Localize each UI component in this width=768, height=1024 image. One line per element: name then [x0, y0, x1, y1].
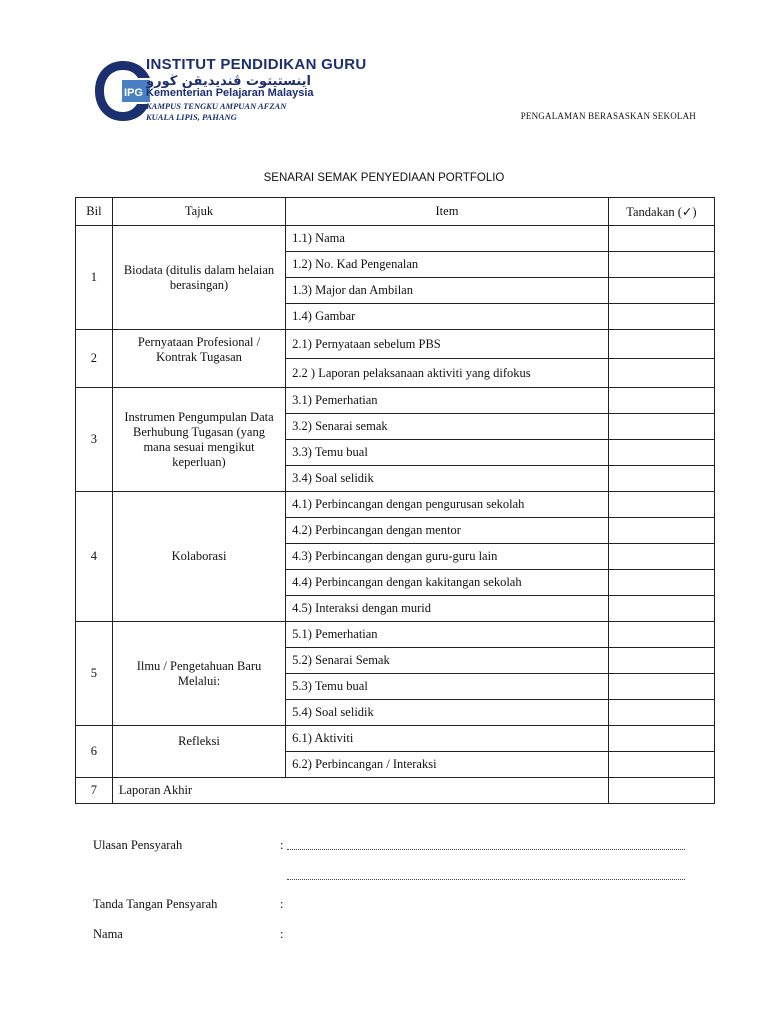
table-row	[76, 226, 715, 252]
name-label: Nama	[93, 927, 123, 941]
tick-cell[interactable]	[608, 359, 714, 388]
tick-cell[interactable]	[608, 570, 714, 596]
institute-name: INSTITUT PENDIDIKAN GURU	[146, 56, 367, 73]
item-cell: 3.4) Soal selidik	[286, 466, 609, 492]
tick-cell[interactable]	[608, 778, 714, 804]
item-cell: 5.2) Senarai Semak	[286, 648, 609, 674]
tick-cell[interactable]	[608, 226, 714, 252]
header-tajuk: Tajuk	[112, 198, 285, 226]
tick-cell[interactable]	[608, 700, 714, 726]
item-cell: 4.3) Perbincangan dengan guru-guru lain	[286, 544, 609, 570]
name-colon: :	[280, 927, 284, 941]
item-cell: 1.3) Major dan Ambilan	[286, 278, 609, 304]
signature-colon: :	[280, 897, 284, 911]
item-cell: 1.2) No. Kad Pengenalan	[286, 252, 609, 278]
item-cell: 2.1) Pernyataan sebelum PBS	[286, 330, 609, 359]
row-number: 4	[76, 492, 113, 622]
comment-label: Ulasan Pensyarah	[93, 838, 183, 852]
item-cell: 5.4) Soal selidik	[286, 700, 609, 726]
row-topic: Ilmu / Pengetahuan Baru Melalui:	[112, 622, 285, 726]
row-number: 1	[76, 226, 113, 330]
item-cell: 4.1) Perbincangan dengan pengurusan sekolah	[286, 492, 609, 518]
comment-line-1[interactable]	[287, 848, 685, 850]
tick-cell[interactable]	[608, 596, 714, 622]
item-cell: 4.2) Perbincangan dengan mentor	[286, 518, 609, 544]
tick-cell[interactable]	[608, 648, 714, 674]
signature-label: Tanda Tangan Pensyarah	[93, 897, 218, 911]
tick-cell[interactable]	[608, 388, 714, 414]
ministry-name: Kementerian Pelajaran Malaysia	[146, 87, 314, 99]
page-title: SENARAI SEMAK PENYEDIAAN PORTFOLIO	[263, 172, 505, 184]
row-topic: Laporan Akhir	[112, 778, 608, 804]
item-cell: 4.5) Interaksi dengan murid	[286, 596, 609, 622]
row-topic: Biodata (ditulis dalam helaian berasingan)	[112, 226, 285, 330]
row-topic: Instrumen Pengumpulan Data Berhubung Tugasan (yang mana sesuai mengikut keperluan)	[112, 388, 285, 492]
tick-cell[interactable]	[608, 726, 714, 752]
row-number: 6	[76, 726, 113, 778]
campus-name: KAMPUS TENGKU AMPUAN AFZAN	[146, 101, 287, 111]
tick-cell[interactable]	[608, 544, 714, 570]
tick-cell[interactable]	[608, 330, 714, 359]
ipg-emblem-icon	[92, 58, 154, 124]
row-topic: Pernyataan Profesional / Kontrak Tugasan	[112, 330, 285, 388]
table-row	[76, 726, 715, 752]
tick-cell[interactable]	[608, 304, 714, 330]
tick-cell[interactable]	[608, 414, 714, 440]
table-row	[76, 492, 715, 518]
row-topic: Kolaborasi	[112, 492, 285, 622]
comment-line-2[interactable]	[287, 878, 685, 880]
tick-cell[interactable]	[608, 622, 714, 648]
item-cell: 5.1) Pemerhatian	[286, 622, 609, 648]
document-subject: PENGALAMAN BERASASKAN SEKOLAH	[520, 111, 696, 121]
item-cell: 3.2) Senarai semak	[286, 414, 609, 440]
item-cell: 1.1) Nama	[286, 226, 609, 252]
tick-cell[interactable]	[608, 752, 714, 778]
header-item: Item	[286, 198, 609, 226]
checklist-table	[75, 197, 715, 804]
row-number: 3	[76, 388, 113, 492]
item-cell: 6.2) Perbincangan / Interaksi	[286, 752, 609, 778]
table-row	[76, 622, 715, 648]
campus-location: KUALA LIPIS, PAHANG	[146, 112, 237, 122]
table-header-row	[76, 198, 715, 226]
tick-cell[interactable]	[608, 492, 714, 518]
tick-cell[interactable]	[608, 674, 714, 700]
table-row	[76, 330, 715, 359]
row-topic: Refleksi	[112, 726, 285, 778]
comment-colon: :	[280, 838, 284, 852]
item-cell: 1.4) Gambar	[286, 304, 609, 330]
tick-cell[interactable]	[608, 252, 714, 278]
institute-logo	[92, 58, 382, 124]
item-cell: 6.1) Aktiviti	[286, 726, 609, 752]
row-number: 2	[76, 330, 113, 388]
tick-cell[interactable]	[608, 440, 714, 466]
jawi-script-line	[146, 71, 370, 88]
item-cell: 3.1) Pemerhatian	[286, 388, 609, 414]
row-number: 5	[76, 622, 113, 726]
table-row	[76, 388, 715, 414]
svg-text:اينستيتوت ڤنديديقن ڬورو: اينستيتوت ڤنديديقن ڬورو	[146, 74, 311, 88]
item-cell: 2.2 ) Laporan pelaksanaan aktiviti yang difokus	[286, 359, 609, 388]
table-row	[76, 778, 715, 804]
item-cell: 4.4) Perbincangan dengan kakitangan sekolah	[286, 570, 609, 596]
tick-cell[interactable]	[608, 518, 714, 544]
item-cell: 5.3) Temu bual	[286, 674, 609, 700]
row-number: 7	[76, 778, 113, 804]
tick-cell[interactable]	[608, 278, 714, 304]
tick-cell[interactable]	[608, 466, 714, 492]
header-bil: Bil	[76, 198, 113, 226]
svg-text:IPG: IPG	[124, 87, 143, 99]
item-cell: 3.3) Temu bual	[286, 440, 609, 466]
header-tandakan: Tandakan (✓)	[608, 198, 714, 226]
